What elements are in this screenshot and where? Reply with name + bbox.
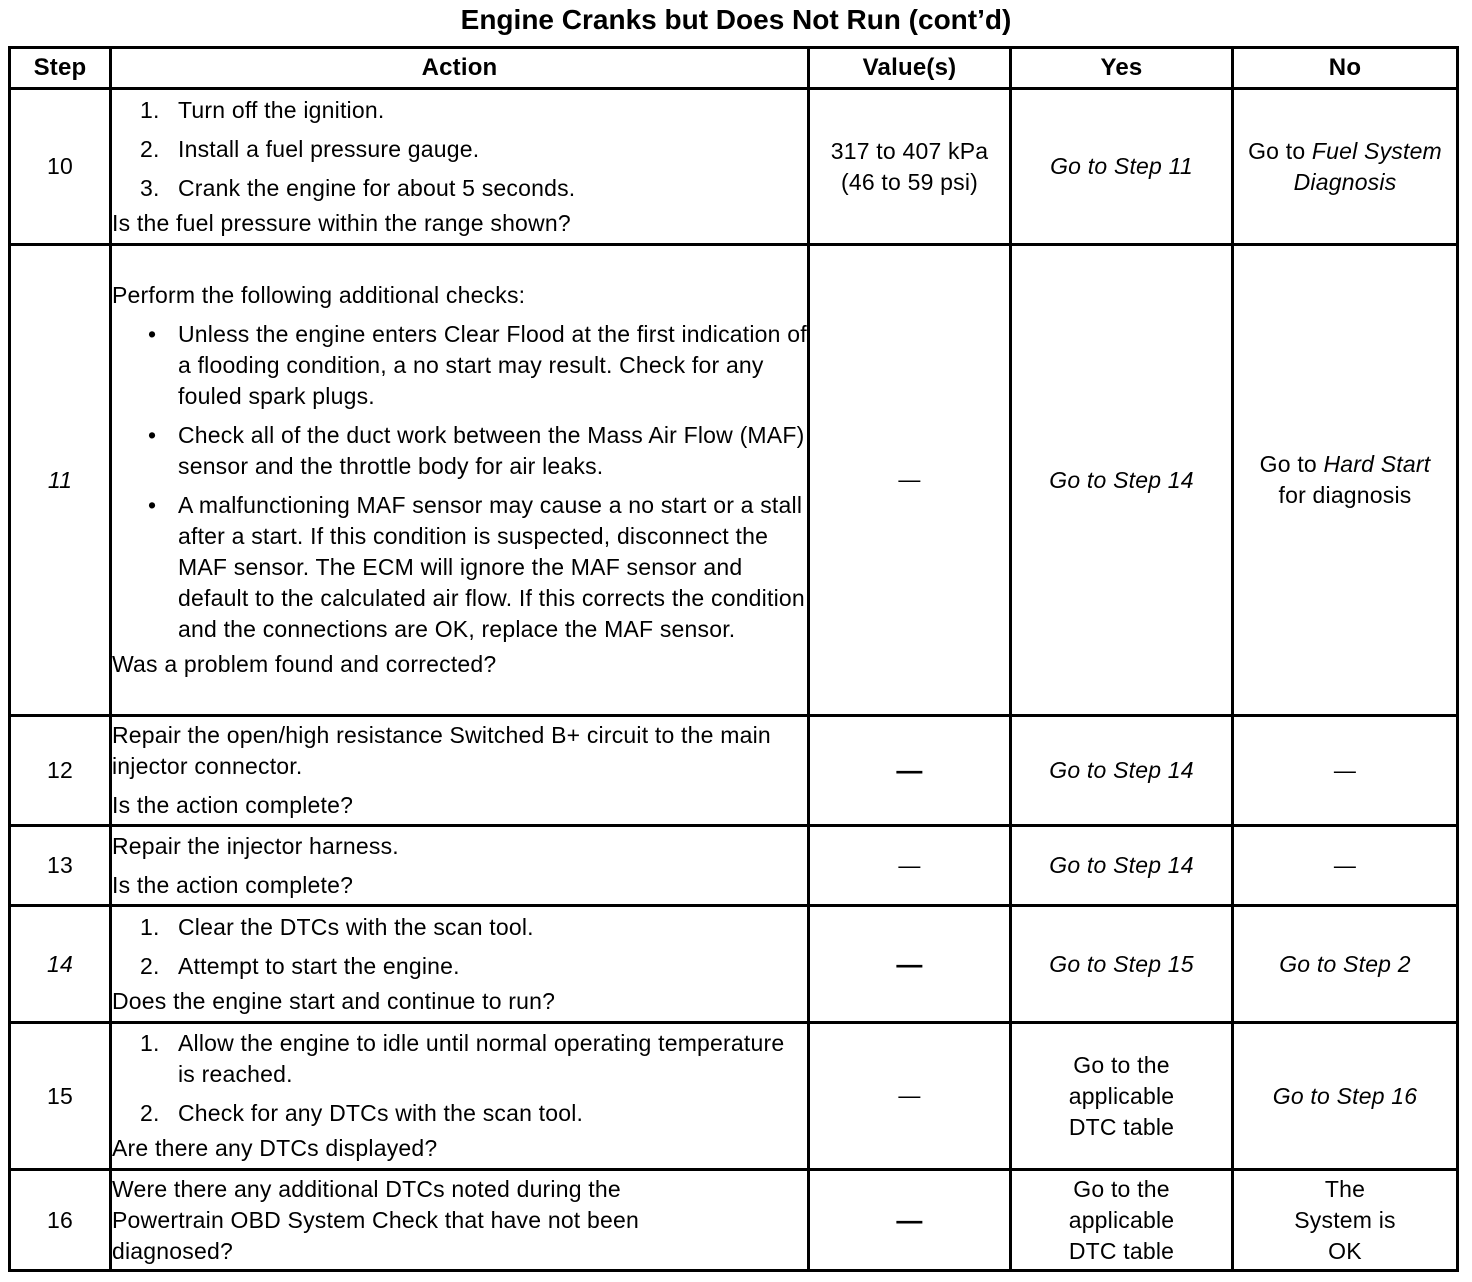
yes-go-to-step-14: Go to Step 14 [1011, 826, 1233, 906]
numbered-item: 3. Crank the engine for about 5 seconds. [140, 174, 576, 201]
action-cell [111, 906, 809, 1023]
action-question: Is the action complete? [112, 792, 354, 818]
header-values: Value(s) [809, 48, 1011, 89]
yes-go-to-step-14: Go to Step 14 [1011, 245, 1233, 716]
value-kpa: 317 to 407 kPa [830, 137, 989, 164]
page-title: Engine Cranks but Does Not Run (cont’d) [460, 4, 1012, 35]
bullet-item: • Unless the engine enters Clear Flood at the first indication of a flooding condition, a no start may result. Check for any fouled spark plugs. [148, 321, 807, 409]
no-go-to-step-2: Go to Step 2 [1233, 906, 1458, 1023]
yes-applicable-dtc-table: Go to the applicable DTC table [1011, 1023, 1233, 1170]
action-question: Are there any DTCs displayed? [112, 1135, 438, 1161]
step-number: 12 [10, 716, 111, 826]
numbered-item: 2. Install a fuel pressure gauge. [140, 135, 480, 162]
no-fuel-system-diagnosis: Go to Fuel System Diagnosis [1233, 89, 1458, 245]
header-action: Action [111, 48, 809, 89]
numbered-item: 1. Clear the DTCs with the scan tool. [140, 913, 534, 940]
action-question: Does the engine start and continue to run? [112, 987, 556, 1014]
table-row-step-13 [10, 826, 1458, 906]
yes-applicable-dtc-table: Go to the applicable DTC table [1011, 1170, 1233, 1271]
numbered-item: 2. Check for any DTCs with the scan tool. [140, 1100, 584, 1126]
no-cell: — [1233, 716, 1458, 826]
bullet-item: • A malfunctioning MAF sensor may cause a no start or a stall after a start. If this condition is suspected, disconnect the MAF sensor. The ECM will ignore the MAF sensor and default to the calculated air flow. If this corrects the condition and the connections are OK, replace the MAF sensor. [148, 492, 805, 642]
no-hard-start: Go to Hard Start for diagnosis [1233, 245, 1458, 716]
step-number: 10 [10, 89, 111, 245]
table-row-step-15 [10, 1023, 1458, 1170]
header-no: No [1233, 48, 1458, 89]
bullet-item: • Check all of the duct work between the Mass Air Flow (MAF) sensor and the throttle body for air leaks. [148, 422, 805, 479]
no-cell: — [1233, 826, 1458, 906]
action-cell [111, 89, 809, 245]
no-go-to-step-16: Go to Step 16 [1233, 1023, 1458, 1170]
value-psi: (46 to 59 psi) [840, 168, 979, 195]
step-number: 14 [10, 906, 111, 1023]
value-cell: — [809, 1023, 1011, 1170]
table-row-step-14 [10, 906, 1458, 1023]
value-cell: — [809, 906, 1011, 1023]
hard-start-ref: Hard Start [1323, 451, 1431, 477]
step-number: 11 [10, 245, 111, 716]
action-cell [111, 1023, 809, 1170]
header-step: Step [10, 48, 111, 89]
diagnostic-table [8, 46, 1459, 1272]
numbered-item: 2. Attempt to start the engine. [140, 952, 460, 979]
table-row-step-16 [10, 1170, 1458, 1271]
value-cell: — [809, 826, 1011, 906]
action-text: Repair the open/high resistance Switched B+ circuit to the main injector connector. [112, 722, 771, 779]
fuel-system-diagnosis-ref: Fuel System Diagnosis [1293, 137, 1442, 195]
table-row-step-10 [10, 89, 1458, 245]
yes-go-to-step-15: Go to Step 15 [1011, 906, 1233, 1023]
step-number: 16 [10, 1170, 111, 1271]
action-cell [111, 716, 809, 826]
action-text: Were there any additional DTCs noted during the Powertrain OBD System Check that have not been diagnosed? [112, 1175, 639, 1264]
yes-go-to-step-11: Go to Step 11 [1011, 89, 1233, 245]
action-cell [111, 826, 809, 906]
step-number: 13 [10, 826, 111, 906]
value-cell [809, 89, 1011, 245]
action-question: Is the fuel pressure within the range shown? [112, 209, 571, 236]
header-row [10, 48, 1458, 89]
numbered-item: 1. Allow the engine to idle until normal operating temperature is reached. [140, 1030, 785, 1087]
action-question: Is the action complete? [112, 871, 354, 898]
action-intro: Perform the following additional checks: [112, 282, 526, 308]
action-cell [111, 245, 809, 716]
table-row-step-11 [10, 245, 1458, 716]
step-number: 15 [10, 1023, 111, 1170]
no-system-ok: The System is OK [1233, 1170, 1458, 1271]
action-question: Was a problem found and corrected? [112, 651, 497, 677]
header-yes: Yes [1011, 48, 1233, 89]
value-cell: — [809, 716, 1011, 826]
value-cell: — [809, 1170, 1011, 1271]
action-cell [111, 1170, 809, 1271]
numbered-item: 1. Turn off the ignition. [140, 96, 385, 123]
table-row-step-12 [10, 716, 1458, 826]
action-text: Repair the injector harness. [112, 832, 399, 859]
value-cell: — [809, 245, 1011, 716]
yes-go-to-step-14: Go to Step 14 [1011, 716, 1233, 826]
